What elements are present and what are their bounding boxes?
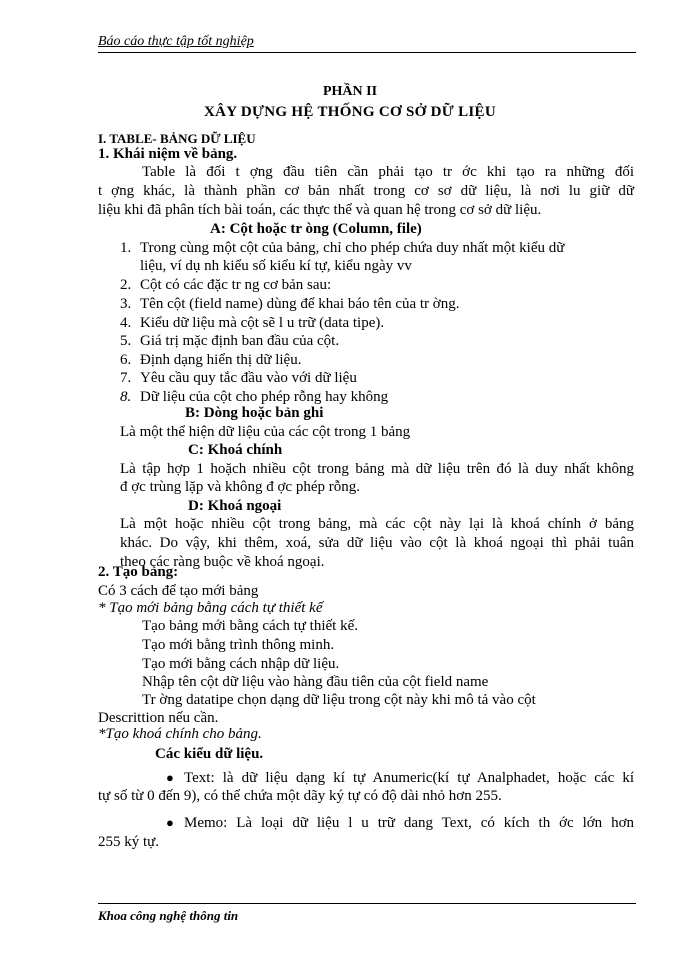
bullet-icon: ● bbox=[166, 815, 174, 830]
bullet-item-text: ● Text: là dữ liệu dạng kí tự Anumeric(kí tự Analphadet, hoặc các kí bbox=[166, 770, 634, 786]
heading-d: D: Khoá ngoại bbox=[188, 498, 282, 514]
bullet-item-memo-continuation: 255 ký tự. bbox=[98, 834, 160, 850]
intro-line-3: liệu khi đã phân tích bài toán, các thực thể và quan hệ trong cơ sở dữ liệu. bbox=[98, 202, 542, 218]
part-title: XÂY DỰNG HỆ THỐNG CƠ SỞ DỮ LIỆU bbox=[204, 104, 496, 120]
list-item: 3. Tên cột (field name) dùng để khai báo tên của tr ờng. bbox=[120, 296, 460, 312]
list-item: 8. Dữ liệu của cột cho phép rỗng hay không bbox=[120, 389, 389, 405]
heading-a: A: Cột hoặc tr òng (Column, file) bbox=[210, 221, 422, 237]
step-line: Tr ờng datatipe chọn dạng dữ liệu trong cột này khi mô tả vào cột bbox=[142, 692, 536, 708]
section2-line-1: Có 3 cách để tạo mới bảng bbox=[98, 583, 259, 599]
step-line: Tạo bảng mới bằng cách tự thiết kế. bbox=[142, 618, 358, 634]
page-header: Báo cáo thực tập tốt nghiệp bbox=[98, 34, 254, 49]
b-text: Là một thể hiện dữ liệu của các cột trong 1 bảng bbox=[120, 424, 411, 440]
d-text-line-1: Là một hoặc nhiều cột trong bảng, mà các cột này lại là khoá chính ở bảng bbox=[120, 516, 634, 532]
step-line: Tạo mới bằng trình thông minh. bbox=[142, 637, 335, 653]
c-text-line-2: đ ợc trùng lặp và không đ ợc phép rỗng. bbox=[120, 479, 360, 495]
d-text-line-3: theo các ràng buộc về khoá ngoại. bbox=[120, 554, 325, 570]
list-item: 1. Trong cùng một cột của bảng, chỉ cho phép chứa duy nhất một kiểu dữ bbox=[120, 240, 565, 256]
heading-c: C: Khoá chính bbox=[188, 442, 283, 458]
intro-line-2: t ợng khác, là thành phần cơ bản nhất trong cơ sơ dữ liệu, là nơi lu giữ dữ bbox=[98, 183, 634, 199]
page-footer: Khoa công nghệ thông tin bbox=[98, 908, 239, 923]
bullet-icon: ● bbox=[166, 770, 174, 785]
step-line-continuation: Descrittion nếu cần. bbox=[98, 710, 219, 726]
header-rule bbox=[98, 52, 636, 53]
heading-b: B: Dòng hoặc bản ghi bbox=[185, 405, 324, 421]
intro-line-1: Table là đối t ợng đầu tiên cần phải tạo tr ớc khi tạo ra những đối bbox=[142, 164, 634, 180]
data-types-heading: Các kiểu dữ liệu. bbox=[155, 746, 264, 762]
list-item-continuation: liệu, ví dụ nh kiểu số kiểu kí tự, kiểu ngày vv bbox=[140, 258, 412, 274]
part-label: PHẦN II bbox=[322, 84, 378, 99]
list-item: 2. Cột có các đặc tr ng cơ bản sau: bbox=[120, 277, 332, 293]
footer-rule bbox=[98, 903, 636, 904]
list-item: 4. Kiểu dữ liệu mà cột sẽ l u trữ (data tipe). bbox=[120, 315, 385, 331]
section2-italic-1: * Tạo mới bảng bằng cách tự thiết kế bbox=[98, 600, 323, 616]
subsection-heading-2: 2. Tạo bảng: bbox=[98, 564, 179, 580]
subsection-heading-1: 1. Khái niệm về bảng. bbox=[98, 146, 238, 162]
section-heading: I. TABLE- BẢNG DỮ LIỆU bbox=[98, 131, 256, 146]
list-item: 5. Giá trị mặc định ban đầu của cột. bbox=[120, 333, 340, 349]
step-line: Nhập tên cột dữ liệu vào hàng đầu tiên của cột field name bbox=[142, 674, 489, 690]
list-item: 7. Yêu cầu quy tắc đầu vào với dữ liệu bbox=[120, 370, 357, 386]
section2-italic-2: *Tạo khoá chính cho bảng. bbox=[98, 726, 262, 742]
c-text-line-1: Là tập hợp 1 hoặch nhiều cột trong bảng mà dữ liệu trên đó là duy nhất không bbox=[120, 461, 634, 477]
d-text-line-2: khác. Do vậy, khi thêm, xoá, sửa dữ liệu vào cột là khoá ngoại thì phải tuân bbox=[120, 535, 634, 551]
list-item: 6. Định dạng hiển thị dữ liệu. bbox=[120, 352, 302, 368]
bullet-item-text-continuation: tự số từ 0 đến 9), có thể chứa một dãy ký tự có độ dài nhỏ hơn 255. bbox=[98, 788, 502, 804]
step-line: Tạo mới bằng cách nhập dữ liệu. bbox=[142, 656, 340, 672]
bullet-item-memo: ● Memo: Là loại dữ liệu l u trữ dang Text, có kích th ớc lớn hơn bbox=[166, 815, 634, 831]
